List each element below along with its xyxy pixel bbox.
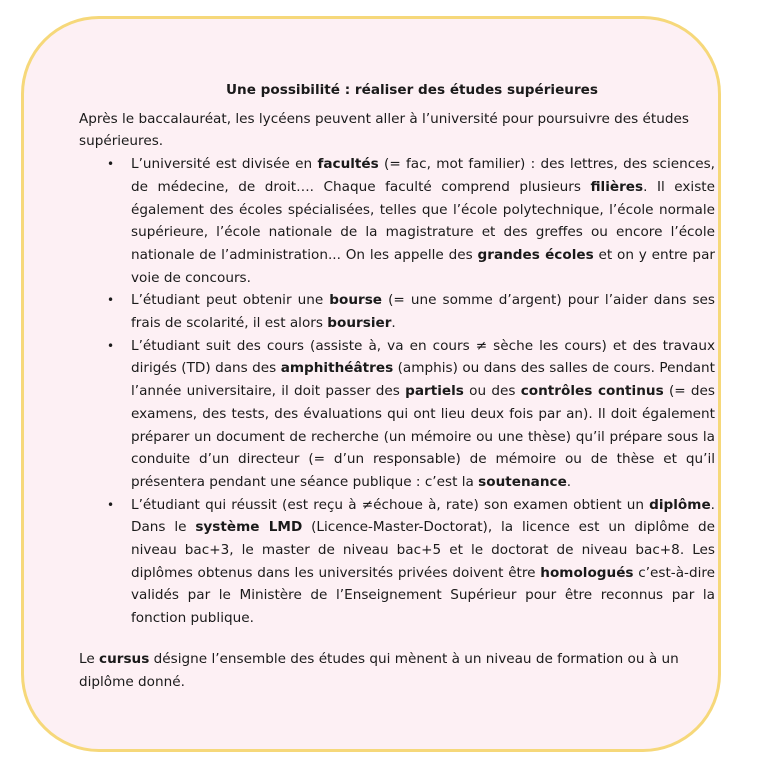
item-text: . Dans le [131,496,715,536]
item-text: (= une somme d’argent) pour l’aider dans ses frais de scolarité, il est alors [131,292,715,332]
bullet-icon: • [107,293,115,308]
bullet-icon: • [107,497,115,512]
item-text: L’université est divisée en [131,156,318,173]
bullet-icon: • [107,157,115,172]
term-cursus: cursus [99,650,150,667]
item-text: L’étudiant suit des cours (assiste à, va en cours ≠ sèche les cours) et des travaux dirigés (TD) dans des [131,337,715,377]
term-soutenance: soutenance [478,473,567,490]
term-facultes: facultés [317,156,379,173]
bullet-icon: • [107,338,115,353]
item-text: (amphis) ou dans des salles de cours. Pendant l’année universitaire, il doit passer des [131,360,715,400]
term-grandes-ecoles: grandes écoles [477,246,594,263]
list-item-facultes [107,153,715,289]
item-text: L’étudiant qui réussit (est reçu à ≠échoue à, rate) son examen obtient un [131,496,650,513]
term-homologues: homologués [540,564,634,581]
list-item-cours [107,335,715,494]
item-text: . Il existe également des écoles spécialisées, telles que l’école polytechnique, l’école normale supérieure, l’école nationale de la magistrature et des greffes ou encore l’école nationale de l’administration... On les appelle des [131,178,715,263]
term-systeme-lmd: système LMD [195,519,303,536]
item-text: . [391,315,396,332]
outro-paragraph [79,648,715,693]
item-text: L’étudiant peut obtenir une [131,292,330,309]
item-text: c’est-à-dire validés par le Ministère de l’Enseignement Supérieur pour être reconnus par la fonction publique. [131,564,715,627]
outro-text: Le [79,650,100,667]
outro-text: désigne l’ensemble des études qui mènent à un niveau de formation ou à un diplôme donné. [79,650,679,690]
bullet-list [79,153,715,630]
list-item-bourse [107,289,715,334]
intro-paragraph: Après le baccalauréat, les lycéens peuvent aller à l’université pour poursuivre des études supérieures. [79,110,689,150]
term-partiels: partiels [405,383,464,400]
term-diplome: diplôme [649,496,711,513]
term-controles-continus: contrôles continus [520,383,664,400]
item-text: . [566,473,572,490]
term-boursier: boursier [327,315,392,332]
list-item-diplome [107,494,715,630]
text-card [21,16,721,752]
card-content [79,79,715,693]
item-text: (= fac, mot familier) : des lettres, des sciences, de médecine, de droit…. Chaque faculté comprend plusieurs [131,156,715,195]
item-text: (Licence-Master-Doctorat), la licence est un diplôme de niveau bac+3, le master de niveau bac+5 et le doctorat de niveau bac+8. Les diplômes obtenus dans les universités privées doivent être [131,519,715,581]
item-text: (= des examens, des tests, des évaluations qui ont lieu deux fois par an). Il doit également préparer un document de recherche (un mémoire ou une thèse) qu’il prépare sous la conduite d’un directeur (= d’un responsable) de mémoire ou de thèse et qu’il présentera pendant une séance publique : c’est la [131,383,715,490]
section-title: Une possibilité : réaliser des études supérieures [225,82,598,98]
term-bourse: bourse [329,292,383,309]
term-amphitheatres: amphithéâtres [280,360,394,377]
term-filieres: filières [590,178,644,195]
item-text: ou des [463,383,521,400]
item-text: et on y entre par voie de concours. [131,246,715,286]
